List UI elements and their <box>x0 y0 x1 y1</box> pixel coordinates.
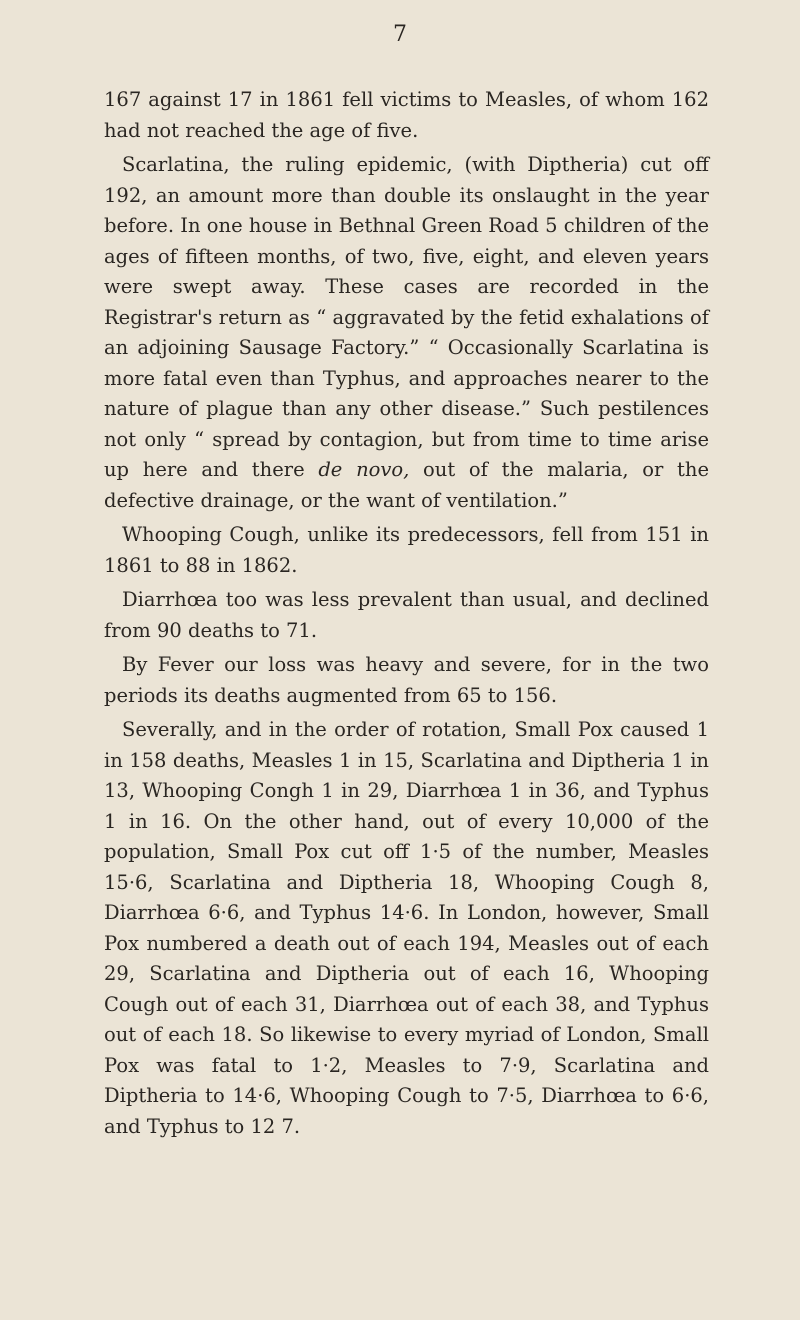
paragraph-diarrhoea: Diarrhœa too was less prevalent than usual, and declined from 90 deaths to 71. <box>104 588 709 642</box>
scarlatina-text-part-1: Scarlatina, the ruling epidemic, (with Diptheria) cut off 192, an amount more than double its onslaught in the year before. In one house in Bethnal Green Road 5 children of the ages of fifteen months, of two, five, eight, and eleven years were swept away. These cases are recorded in the Registrar's return as “ aggravated by the fetid exhalations of an adjoining Sausage Factory.” “ Occasionally Scarlatina is more fatal even than Typhus, and approaches nearer to the nature of plague than any other disease.” Such pestilences not only “ spread by contagion, but from time to time arise up here and there <box>104 153 709 481</box>
scarlatina-italic-phrase: de novo, <box>318 458 410 481</box>
paragraph-measles: 167 against 17 in 1861 fell victims to Measles, of whom 162 had not reached the age of five. <box>104 88 709 142</box>
scarlatina-text-part-2: out of the malaria, or the defective drainage, or the want of ventilation.” <box>104 458 709 512</box>
paragraph-rotation-statistics: Severally, and in the order of rotation, Small Pox caused 1 in 158 deaths, Measles 1 in 15, Scarlatina and Diptheria 1 in 13, Whooping Congh 1 in 29, Diarrhœa 1 in 36, and Typhus 1 in 16. On the other hand, out of every 10,000 of the population, Small Pox cut off 1·5 of the number, Measles 15·6, Scarlatina and Diptheria 18, Whooping Cough 8, Diarrhœa 6·6, and Typhus 14·6. In London, however, Small Pox numbered a death out of each 194, Measles out of each 29, Scarlatina and Diptheria out of each 16, Whooping Cough out of each 31, Diarrhœa out of each 38, and Typhus out of each 18. So likewise to every myriad of London, Small Pox was fatal to 1·2, Measles to 7·9, Scarlatina and Diptheria to 14·6, Whooping Cough to 7·5, Diarrhœa to 6·6, and Typhus to 12 7. <box>104 718 709 1138</box>
paragraph-fever: By Fever our loss was heavy and severe, for in the two periods its deaths augmented from 65 to 156. <box>104 653 709 707</box>
page-number: 7 <box>393 22 407 47</box>
paragraph-scarlatina <box>104 150 709 516</box>
body-text <box>104 85 709 1146</box>
paragraph-whooping-cough: Whooping Cough, unlike its predecessors, fell from 151 in 1861 to 88 in 1862. <box>104 523 709 577</box>
